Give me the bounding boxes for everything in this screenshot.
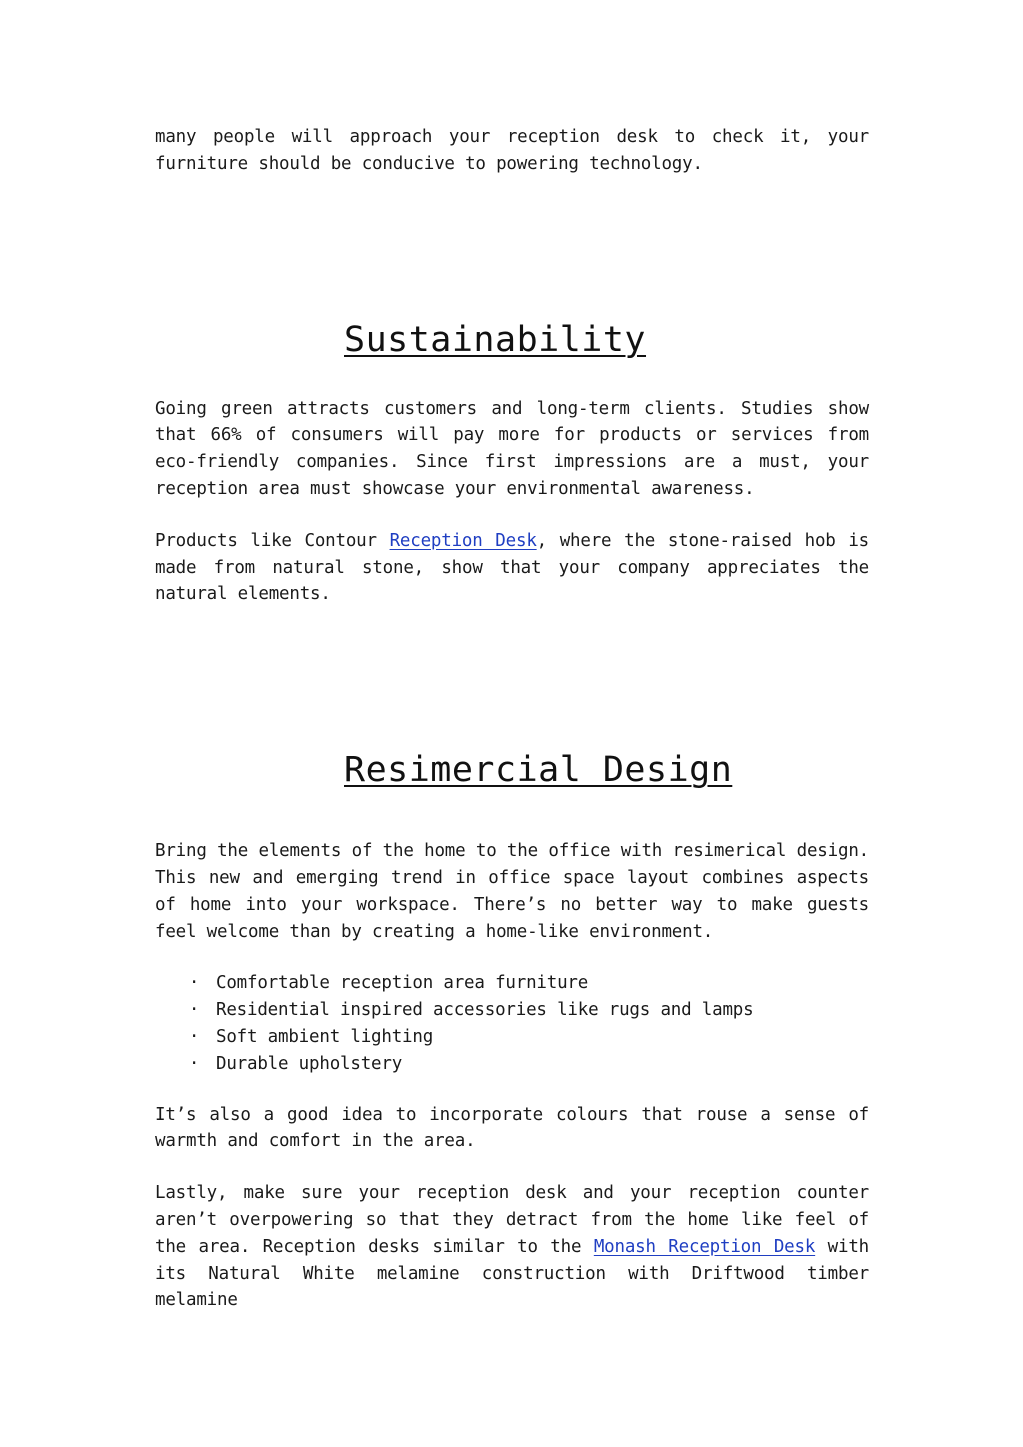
list-item [187,1051,869,1078]
list-item-text: Soft ambient lighting [216,1026,434,1047]
sustainability-paragraph-2-before: Products like Contour [155,530,390,551]
list-item-text: Residential inspired accessories like rugs and lamps [216,1000,754,1021]
sustainability-paragraph-2-after: , where the stone-raised hob is made from natural stone, show that your company appreciates the natural elements. [155,530,870,605]
list-item [187,997,869,1024]
list-item-text: Comfortable reception area furniture [216,973,589,994]
bullet-icon: · [188,973,200,994]
resimercial-paragraph-2: It’s also a good idea to incorporate colours that rouse a sense of warmth and comfort in the area. [155,1104,869,1152]
bullet-icon: · [188,1000,200,1021]
list-item [187,970,869,997]
resimercial-heading: Resimercial Design [344,750,733,791]
resimercial-paragraph-3 [155,1180,869,1314]
bullet-icon: · [188,1053,200,1074]
sustainability-paragraph-2 [155,528,869,608]
sustainability-heading: Sustainability [344,319,647,360]
sustainability-paragraph-1: Going green attracts customers and long-term clients. Studies show that 66% of consumers will pay more for products or services from eco-friendly companies. Since first impressions are a must, your reception area must showcase your environmental awareness. [155,398,869,499]
list-item [187,1024,869,1051]
monash-reception-desk-link[interactable]: Monash Reception Desk [593,1236,816,1257]
intro-paragraph: many people will approach your reception desk to check it, your furniture should be conducive to powering technology. [155,127,869,174]
resimercial-bullet-list [155,970,869,1077]
list-item-text: Durable upholstery [216,1053,403,1074]
reception-desk-link[interactable]: Reception Desk [389,530,537,551]
resimercial-paragraph-1: Bring the elements of the home to the office with resimerical design. This new and emerging trend in office space layout combines aspects of home into your workspace. There’s no better way to make guests feel welcome than by creating a home-like environment. [155,841,869,942]
bullet-icon: · [188,1026,200,1047]
resimercial-paragraph-3-before: Lastly, make sure your reception desk and your reception counter aren’t overpowering so that they detract from the home like feel of the area. Reception desks similar to the [155,1183,869,1257]
document-page [155,124,869,1314]
resimercial-paragraph-3-after: with its Natural White melamine construction with Driftwood timber melamine [155,1236,869,1311]
